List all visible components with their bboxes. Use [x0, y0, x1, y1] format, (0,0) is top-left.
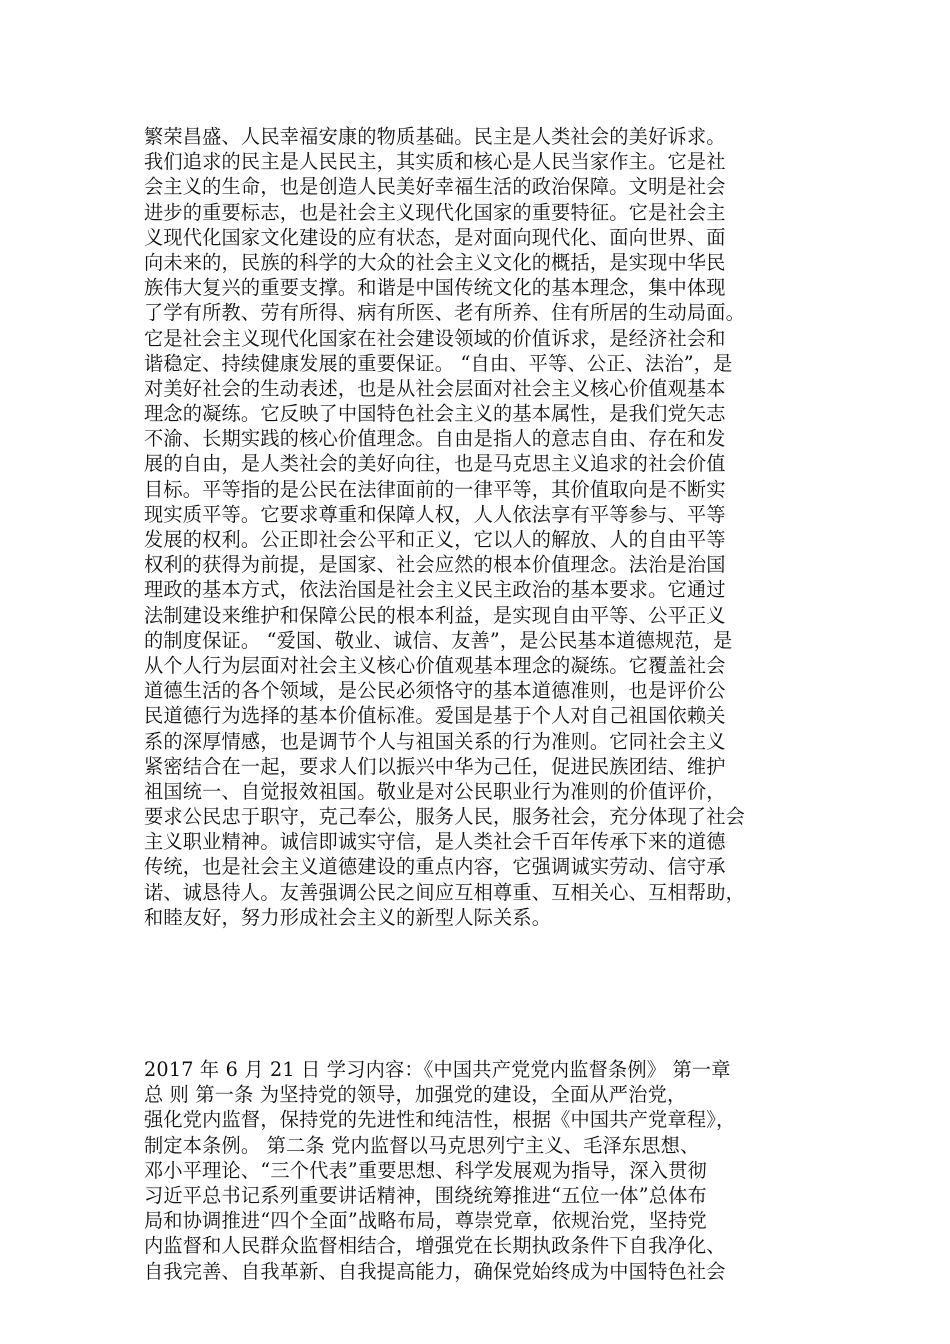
text-line: 自我完善、自我革新、自我提高能力，确保党始终成为中国特色社会 [144, 1259, 726, 1283]
text-line: 繁荣昌盛、人民幸福安康的物质基础。民主是人类社会的美好诉求。 [144, 125, 726, 148]
text-line: 强化党内监督，保持党的先进性和纯洁性，根据《中国共产党章程》， [144, 1108, 736, 1132]
text-line: 向未来的，民族的科学的大众的社会主义文化的概括，是实现中华民 [144, 250, 726, 274]
text-line: 谐稳定、持续健康发展的重要保证。 “自由、平等、公正、法治”，是 [144, 351, 733, 375]
text-line: 会主义的生命，也是创造人民美好幸福生活的政治保障。文明是社会 [144, 175, 726, 199]
paragraph-study-notes [144, 1057, 812, 1284]
text-line: 2017 年 6 月 21 日 学习内容：《中国共产党党内监督条例》 第一章 [144, 1058, 731, 1081]
text-line: 和睦友好，努力形成社会主义的新型人际关系。 [144, 905, 552, 929]
text-line: 法制建设来维护和保障公民的根本利益，是实现自由平等、公平正义 [144, 603, 726, 627]
text-line: 的制度保证。 “爱国、敬业、诚信、友善”，是公民基本道德规范，是 [144, 628, 733, 652]
text-line: 紧密结合在一起，要求人们以振兴中华为己任，促进民族团结、维护 [144, 754, 726, 778]
text-line: 理念的凝练。它反映了中国特色社会主义的基本属性，是我们党矢志 [144, 402, 726, 426]
text-line: 从个人行为层面对社会主义核心价值观基本理念的凝练。它覆盖社会 [144, 653, 726, 677]
text-line: 道德生活的各个领域，是公民必须恪守的基本道德准则，也是评价公 [144, 679, 726, 703]
text-line: 邓小平理论、“三个代表”重要思想、科学发展观为指导，深入贯彻 [144, 1158, 707, 1182]
text-line: 民道德行为选择的基本价值标准。爱国是基于个人对自己祖国依赖关 [144, 704, 726, 728]
text-line: 总 则 第一条 为坚持党的领导，加强党的建设，全面从严治党， [144, 1083, 687, 1107]
text-line: 族伟大复兴的重要支撑。和谐是中国传统文化的基本理念，集中体现 [144, 276, 726, 300]
text-line: 对美好社会的生动表述，也是从社会层面对社会主义核心价值观基本 [144, 376, 726, 400]
text-line: 发展的权利。公正即社会公平和正义，它以人的解放、人的自由平等 [144, 528, 726, 551]
text-line: 我们追求的民主是人民民主，其实质和核心是人民当家作主。它是社 [144, 150, 726, 174]
text-line: 不渝、长期实践的核心价值理念。自由是指人的意志自由、存在和发 [144, 427, 726, 451]
text-line: 目标。平等指的是公民在法律面前的一律平等，其价值取向是不断实 [144, 477, 726, 501]
text-line: 习近平总书记系列重要讲话精神，围绕统筹推进“五位一体”总体布 [144, 1183, 707, 1207]
text-line: 主义职业精神。诚信即诚实守信，是人类社会千百年传承下来的道德 [144, 830, 726, 854]
text-line: 传统，也是社会主义道德建设的重点内容，它强调诚实劳动、信守承 [144, 855, 726, 879]
text-line: 祖国统一、自觉报效祖国。敬业是对公民职业行为准则的价值评价， [144, 779, 726, 803]
text-line: 义现代化国家文化建设的应有状态，是对面向现代化、面向世界、面 [144, 225, 726, 249]
text-line: 展的自由，是人类社会的美好向往，也是马克思主义追求的社会价值 [144, 452, 726, 476]
text-line: 诺、诚恳待人。友善强调公民之间应互相尊重、互相关心、互相帮助， [144, 880, 746, 904]
text-line: 进步的重要标志，也是社会主义现代化国家的重要特征。它是社会主 [144, 200, 726, 224]
text-line: 它是社会主义现代化国家在社会建设领域的价值诉求，是经济社会和 [144, 326, 726, 350]
text-line: 要求公民忠于职守，克己奉公，服务人民，服务社会，充分体现了社会 [144, 805, 746, 829]
text-line: 了学有所教、劳有所得、病有所医、老有所养、住有所居的生动局面。 [144, 301, 746, 325]
text-line: 现实质平等。它要求尊重和保障人权，人人依法享有平等参与、平等 [144, 502, 726, 526]
text-line: 内监督和人民群众监督相结合，增强党在长期执政条件下自我净化、 [144, 1234, 726, 1258]
text-line: 制定本条例。 第二条 党内监督以马克思列宁主义、毛泽东思想、 [144, 1133, 700, 1157]
text-line: 局和协调推进“四个全面”战略布局，尊崇党章，依规治党，坚持党 [144, 1209, 707, 1233]
text-line: 系的深厚情感，也是调节个人与祖国关系的行为准则。它同社会主义 [144, 729, 726, 753]
paragraph-core-values [144, 124, 812, 930]
text-line: 理政的基本方式，依法治国是社会主义民主政治的基本要求。它通过 [144, 578, 726, 602]
text-line: 权利的获得为前提，是国家、社会应然的根本价值理念。法治是治国 [144, 553, 726, 577]
